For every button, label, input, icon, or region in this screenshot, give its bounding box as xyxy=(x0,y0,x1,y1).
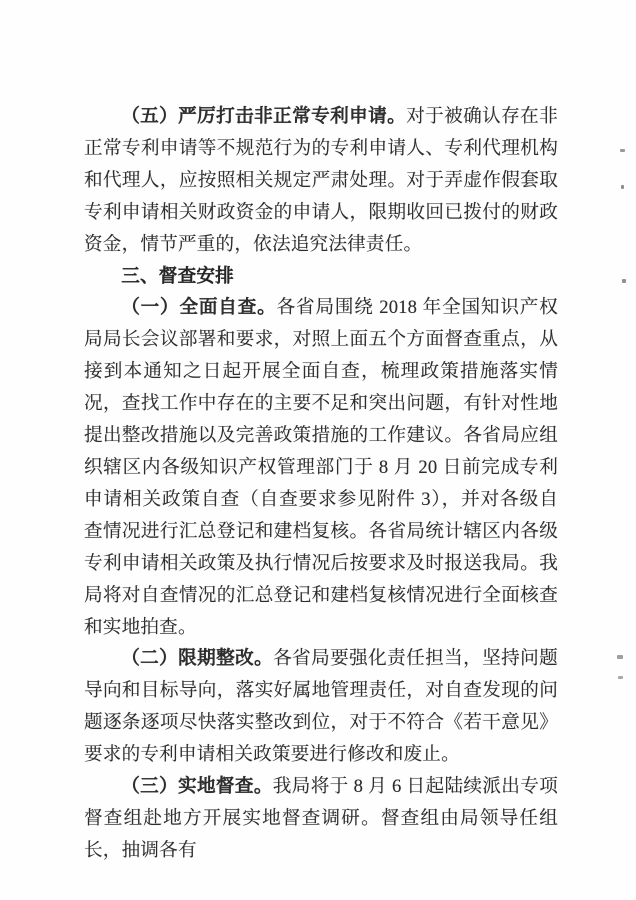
section-heading-supervision-arrangements: 三、督查安排 xyxy=(121,265,234,287)
scan-artifact-speck xyxy=(620,149,625,152)
paragraph-text: 各省局要强化责任担当，坚持问题导向和目标导向，落实好属地管理责任，对自查发现的问题逐条逐项尽快落实整改到位，对于不符合《若干意见》要求的专利申请相关政策要进行修改和废止。 xyxy=(84,648,558,766)
document-text-block xyxy=(84,101,558,867)
paragraph-text: 我局将于 8 月 6 日起陆续派出专项督查组赴地方开展实地督查调研。督查组由局领导任组长，抽调各有 xyxy=(84,776,558,861)
paragraph-text: 各省局围绕 2018 年全国知识产权局局长会议部署和要求，对照上面五个方面督查重点，从接到本通知之日起开展全面自查，梳理政策措施落实情况，查找工作中存在的主要不足和突出问题，有针对性地提出整改措施以及完善政策措施的工作建议。各省局应组织辖区内各级知识产权管理部门于 8 月 20 日前完成专利申请相关政策自查（自查要求参见附件 3），并对各级自查情况进行汇总登记和建档复核。各省局统计辖区内各级专利申请相关政策及执行情况后按要求及时报送我局。我局将对自查情况的汇总登记和建档复核情况进行全面核查和实地拍查。 xyxy=(84,297,558,638)
scan-artifact-speck xyxy=(621,185,624,189)
scan-artifact-speck xyxy=(617,655,623,659)
paragraph-item-one xyxy=(84,292,558,643)
paragraph-lead: （二）限期整改。 xyxy=(121,648,274,670)
paragraph-lead: （三）实地督查。 xyxy=(121,776,273,798)
paragraph-lead: （一）全面自查。 xyxy=(121,297,277,319)
paragraph-item-five xyxy=(84,101,558,261)
paragraph-text: 对于被确认存在非正常专利申请等不规范行为的专利申请人、专利代理机构和代理人，应按照相关规定严肃处理。对于弄虚作假套取专利申请相关财政资金的申请人，限期收回已拨付的财政资金，情节严重的，依法追究法律责任。 xyxy=(84,106,558,255)
paragraph-lead: （五）严厉打击非正常专利申请。 xyxy=(121,106,407,127)
paragraph-item-three xyxy=(84,771,558,867)
scan-artifact-speck xyxy=(622,279,626,283)
scan-artifact-speck xyxy=(618,676,623,679)
paragraph-item-two xyxy=(84,643,558,771)
